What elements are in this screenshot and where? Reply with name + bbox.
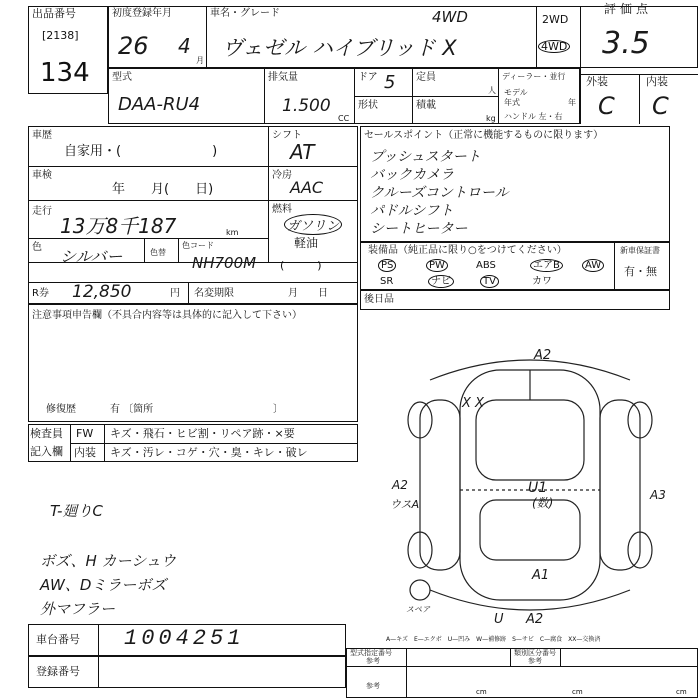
interior-label: 内装 — [646, 75, 668, 88]
damage-mark: A3 — [650, 488, 666, 502]
model-drive-note: 4WD — [432, 8, 468, 26]
sales-point-item: バックカメラ — [370, 167, 454, 183]
warranty-label: 新車保証書 — [620, 246, 660, 255]
capacity-unit: 人 — [488, 86, 496, 95]
sales-point-item: パドルシフト — [370, 203, 454, 219]
footer-cm-2: cm — [572, 688, 583, 696]
recycle-unit: 円 — [170, 288, 180, 299]
checker-fw-text: キズ・飛石・ヒビ割・リペア跡・×要 — [110, 427, 295, 440]
interior-grade: C — [652, 92, 669, 120]
mileage-label: 走行 — [32, 206, 52, 217]
equip-item: PW — [426, 259, 448, 272]
sales-points-label: セールスポイント（正常に機能するものに限ります） — [364, 130, 604, 141]
lot-title: 出品番号 — [32, 7, 76, 20]
type-value: DAA-RU4 — [118, 94, 201, 115]
load-label: 積載 — [416, 100, 436, 111]
equip-item: TV — [480, 275, 499, 288]
checker-label2: 記入欄 — [30, 445, 63, 458]
handle-label: ハンドル 左・右 — [504, 112, 563, 121]
handwritten-note: T-廻りC — [50, 502, 103, 520]
grade-score: 3.5 — [602, 26, 650, 61]
equipment-label: 装備品（純正品に限り○をつけてください） — [368, 245, 567, 256]
model-year-label1: モデル — [504, 88, 528, 97]
color-label: 色 — [32, 242, 42, 253]
damage-mark: (数) — [532, 496, 554, 510]
exterior-grade: C — [598, 92, 615, 120]
shift-label: シフト — [272, 130, 302, 141]
equip-item: PS — [378, 259, 396, 272]
model-spec-label: 型式指定番号 — [350, 649, 392, 657]
chassis-label: 車台番号 — [36, 633, 80, 646]
model-name: ヴェゼル ハイブリッド X — [222, 36, 457, 60]
name-limit-label: 名変期限 — [194, 288, 234, 299]
model-year-unit: 年 — [568, 98, 576, 107]
equip-item: エアB — [530, 259, 563, 272]
doors-value: 5 — [384, 72, 396, 93]
name-limit-value: 月 日 — [288, 288, 328, 299]
damage-mark: A1 — [532, 568, 550, 583]
color-code-label: 色コード — [182, 241, 214, 250]
drive-2wd: 2WD — [542, 13, 569, 26]
damage-mark: A2 — [534, 348, 552, 363]
later-date-label: 後日品 — [364, 294, 394, 305]
ac-value: AAC — [290, 178, 324, 197]
damage-mark: A2 — [392, 478, 408, 492]
classification-ref: 参考 — [528, 657, 542, 665]
later-date-box — [360, 290, 670, 310]
reg-no-label: 登録番号 — [36, 665, 80, 678]
damage-mark: U1 — [528, 480, 548, 496]
handwritten-note: 外マフラー — [40, 600, 116, 618]
warranty-value: 有・無 — [624, 265, 657, 278]
fuel-diesel: 軽油 — [294, 236, 319, 250]
registration-year: 26 — [118, 32, 149, 60]
exterior-label: 外装 — [586, 75, 608, 88]
fuel-blank: ( ) — [280, 259, 322, 272]
chassis-value: 1004251 — [124, 626, 245, 651]
checker-in-text: キズ・汚レ・コゲ・穴・臭・キレ・破レ — [110, 446, 308, 459]
damage-mark: ウスA — [390, 498, 420, 511]
footer-ref: 参考 — [366, 682, 380, 690]
color-change-label: 色替 — [150, 248, 166, 257]
model-year-label2: 年式 — [504, 98, 520, 107]
checker-fw: FW — [76, 427, 94, 440]
recycle-value: 12,850 — [72, 282, 132, 302]
registration-label: 初度登録年月 — [112, 8, 172, 19]
fuel-gasoline: ガソリン — [284, 214, 342, 235]
load-unit: kg — [486, 114, 496, 123]
color-code: NH700M — [192, 254, 257, 272]
checker-label1: 検査員 — [30, 427, 63, 440]
color-value: シルバー — [60, 247, 123, 266]
doors-label: ドア — [358, 72, 378, 83]
equip-item: カワ — [532, 276, 552, 287]
classification-label: 類別区分番号 — [514, 649, 556, 657]
displacement-unit: CC — [338, 114, 350, 123]
mileage-value: 13万8千187 — [60, 214, 177, 238]
type-label: 型式 — [112, 72, 132, 83]
ac-label: 冷房 — [272, 170, 292, 181]
sales-point-item: プッシュスタート — [370, 149, 481, 165]
damage-mark: U — [494, 612, 504, 627]
damage-legend: A—キズ E—エクボ U—凹み W—補修跡 S—サビ C—腐食 XX—交換済 — [386, 636, 601, 643]
displacement-label: 排気量 — [268, 72, 298, 83]
mileage-unit: km — [226, 228, 239, 237]
inspection-value: 年 月( 日) — [112, 182, 214, 197]
sales-point-item: クルーズコントロール — [370, 185, 509, 201]
model-spec-ref: 参考 — [366, 657, 380, 665]
handwritten-note: ボズ、H カーシュウ — [40, 552, 176, 570]
grade-label: 評価点 — [604, 2, 653, 16]
damage-mark: X X — [462, 396, 484, 411]
footer-cm-3: cm — [676, 688, 687, 696]
checker-in: 内装 — [74, 446, 96, 459]
equip-item: SR — [380, 276, 394, 287]
displacement-value: 1.500 — [282, 96, 331, 116]
equip-item: AW — [582, 259, 604, 272]
equip-item: ABS — [476, 260, 496, 271]
capacity-label: 定員 — [416, 72, 436, 83]
footer-cm-1: cm — [476, 688, 487, 696]
lot-number: 134 — [40, 58, 90, 88]
repair-label: 修復歴 — [46, 404, 76, 415]
drive-4wd: 4WD — [538, 40, 570, 53]
sales-point-item: シートヒーター — [370, 221, 468, 237]
model-label: 車名・グレード — [210, 8, 280, 19]
damage-mark: スペア — [406, 605, 430, 614]
recycle-label: R券 — [32, 288, 49, 299]
registration-month: 4 — [178, 34, 191, 58]
shift-value: AT — [290, 140, 315, 164]
history-label: 車歴 — [32, 130, 52, 141]
repair-value: 有 〔箇所 〕 — [110, 404, 284, 415]
registration-month-unit: 月 — [196, 56, 204, 65]
fuel-label: 燃料 — [272, 204, 292, 215]
lot-code: [2138] — [42, 29, 79, 42]
dealer-label: ディーラー・並行 — [502, 72, 566, 81]
shape-label: 形状 — [358, 100, 378, 111]
notes-label: 注意事項申告欄（不具合内容等は具体的に記入して下さい） — [32, 310, 302, 321]
handwritten-note: AW、Dミラーボズ — [40, 576, 167, 594]
history-value: 自家用・( ) — [64, 144, 218, 159]
equip-item: ナビ — [428, 275, 454, 288]
inspection-label: 車検 — [32, 170, 52, 181]
damage-mark: A2 — [526, 612, 544, 627]
